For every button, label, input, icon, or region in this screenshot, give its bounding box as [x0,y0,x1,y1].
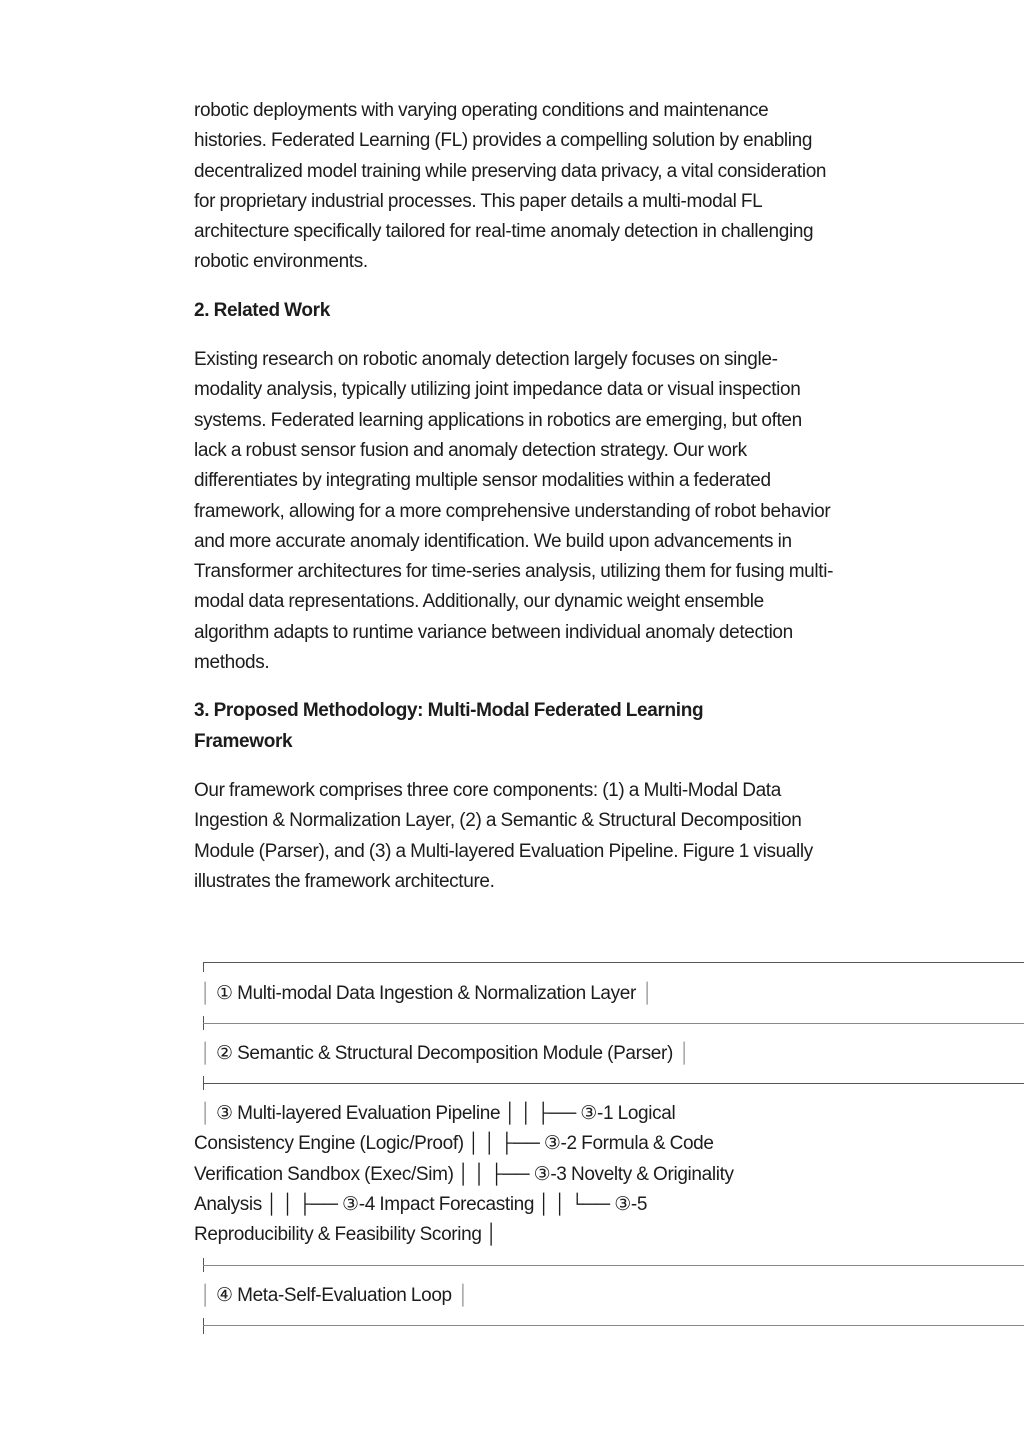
module-3-line-4: Analysis │ │ ├── ③-4 Impact Forecasting │ │ └── ③-5 [194,1193,648,1215]
section-heading-methodology: 3. Proposed Methodology: Multi-Modal Federated Learning Framework [194,700,704,752]
figure-divider-1 [203,1023,1024,1024]
related-work-paragraph: Existing research on robotic anomaly detection largely focuses on single-modality analysis, typically utilizing joint impedance data or visual inspection systems. Federated learning applications in robotics are emerging, but often lack a robust sensor fusion and anomaly detection strategy. Our work differentiates by integrating multiple sensor modalities within a federated framework, allowing for a more comprehensive understanding of robot behavior and more accurate anomaly identification. We build upon advancements in Transformer architectures for time-series analysis, utilizing them for fusing multi-modal data representations. Additionally, our dynamic weight ensemble algorithm adapts to runtime variance between individual anomaly detection methods. [194,349,834,674]
module-1-row [194,979,834,1009]
box-edge-left: │ [200,1043,212,1064]
box-edge-left: │ [200,1285,212,1306]
box-edge-right: │ [642,983,654,1004]
module-4-label: ④ Meta-Self-Evaluation Loop [216,1285,452,1306]
module-1-label: ① Multi-modal Data Ingestion & Normalization Layer [216,983,636,1004]
module-3-line-5: Reproducibility & Feasibility Scoring │ [194,1224,498,1246]
document-body [194,96,834,915]
module-3-row [194,1099,834,1250]
module-3-line-2: Consistency Engine (Logic/Proof) │ │ ├── ③-2 Formula & Code [194,1133,714,1155]
module-2-label: ② Semantic & Structural Decomposition Module (Parser) [216,1043,673,1064]
box-edge-left: │ [200,1103,212,1124]
figure-top-border [203,962,1024,963]
methodology-paragraph: Our framework comprises three core components: (1) a Multi-Modal Data Ingestion & Normalization Layer, (2) a Semantic & Structural Decomposition Module (Parser), and (3) a Multi-layered Evaluation Pipeline. Figure 1 visually illustrates the framework architecture. [194,779,813,892]
divider-tick [203,1318,204,1334]
figure-divider-3 [203,1265,1024,1266]
section-heading-related-work: 2. Related Work [194,299,330,321]
figure-corner-tick [203,962,204,972]
intro-paragraph: robotic deployments with varying operating conditions and maintenance histories. Federated Learning (FL) provides a compelling solution by enabling decentralized model training while preserving data privacy, a vital consideration for proprietary industrial processes. This paper details a multi-modal FL architecture specifically tailored for real-time anomaly detection in challenging robotic environments. [194,100,827,273]
box-edge-right: │ [678,1043,691,1064]
module-3-line-1 [194,1099,834,1129]
module-4-row [194,1281,834,1311]
box-edge-left: │ [200,983,212,1004]
figure-divider-2 [203,1083,1024,1084]
module-3-line-1-text: ③ Multi-layered Evaluation Pipeline │ │ ├── ③-1 Logical [216,1103,676,1124]
module-2-row [194,1039,834,1069]
module-3-line-3: Verification Sandbox (Exec/Sim) │ │ ├── ③-3 Novelty & Originality [194,1163,734,1185]
figure-bottom-border [203,1325,1024,1326]
box-edge-right: │ [457,1285,470,1306]
